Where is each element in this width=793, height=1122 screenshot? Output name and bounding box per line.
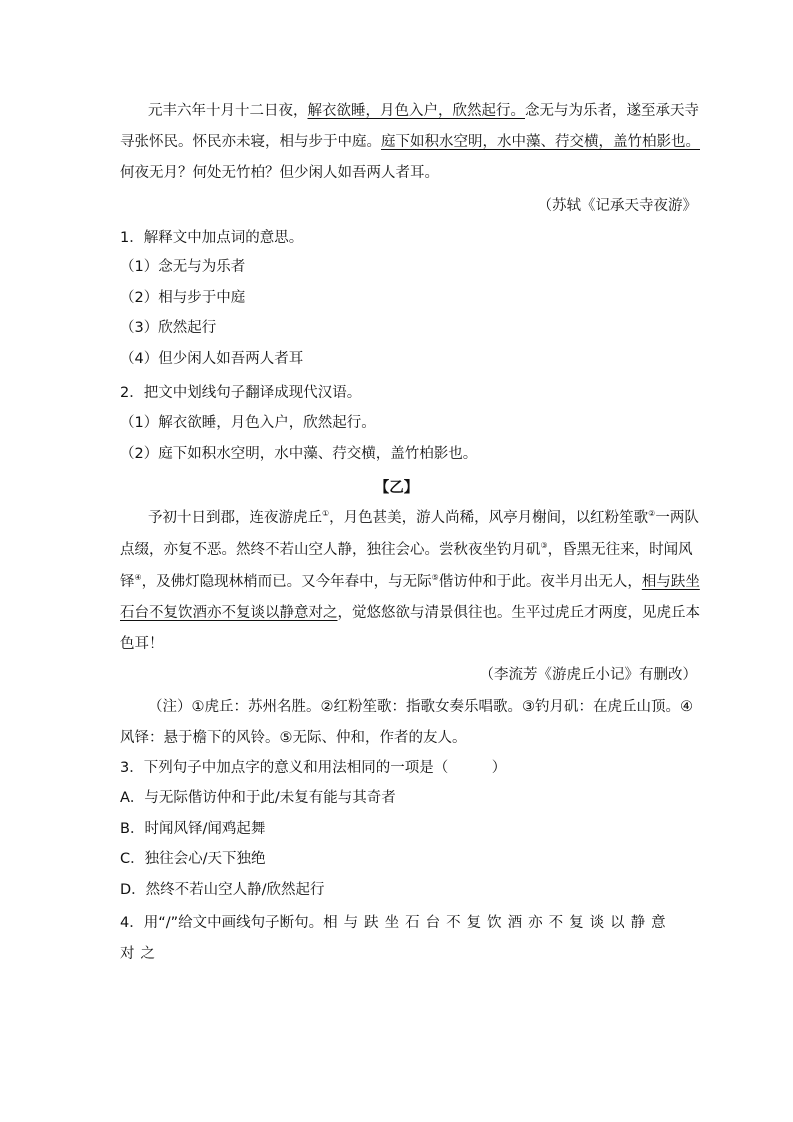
footnote-marker: ② (648, 509, 656, 518)
passage1-text: 寻张怀民。怀民亦未寝，相与步于中庭。 (120, 134, 381, 150)
question-4-prompt: 4．用“/”给文中画线句子断句。 (120, 915, 324, 931)
question-2-item-1: （1）解衣欲睡，月色入户，欣然起行。 (120, 415, 376, 431)
passage2-line-2 (120, 540, 693, 560)
question-1-item-2: （2）相与步于中庭 (120, 290, 246, 306)
passage2-text: 予初十日到郡，连夜游虎丘 (148, 510, 322, 526)
underlined-sentence-1: 解衣欲睡，月色入户，欣然起行。 (307, 103, 525, 119)
question-2: 2．把文中划线句子翻译成现代汉语。 (120, 385, 362, 401)
question-1-item-3: （3）欣然起行 (120, 320, 217, 336)
question-1: 1．解释文中加点词的意思。 (120, 230, 304, 246)
question-2-item-2: （2）庭下如积水空明，水中藻、荇交横，盖竹柏影也。 (120, 446, 478, 462)
question-3-option-b: B．时闻风铎/闻鸡起舞 (120, 821, 266, 837)
footnote-marker: ① (322, 509, 330, 518)
question-3: 3．下列句子中加点字的意义和用法相同的一项是（ ） (120, 760, 507, 776)
footnotes-line-1: （注）①虎丘：苏州名胜。②红粉笙歌：指歌女奏乐唱歌。③钓月矶：在虎丘山顶。④ (148, 699, 693, 715)
passage2-text: 铎 (120, 574, 135, 590)
passage2-line-4 (120, 603, 700, 623)
underlined-sentence-2: 庭下如积水空明，水中藻、荇交横，盖竹柏影也。 (381, 134, 700, 150)
passage1-line-3: 何夜无月？何处无竹柏？但少闲人如吾两人者耳。 (120, 165, 439, 181)
passage1-line-2 (120, 132, 700, 152)
question-3-option-c: C．独往会心/天下独绝 (120, 851, 266, 867)
footnote-marker: ④ (134, 573, 142, 582)
footnote-marker: ③ (540, 541, 548, 550)
passage2-source: （李流芳《游虎丘小记》有删改） (479, 667, 697, 683)
question-4-sentence: 相与趺坐石台不复饮酒亦不复谈以静意 (323, 915, 672, 931)
passage1-text: 念无与为乐者，遂至承天寺 (525, 103, 699, 119)
passage1-text: 元丰六年十月十二日夜， (148, 103, 308, 119)
passage2-text: 一两队 (655, 510, 699, 526)
question-3-option-d: D．然终不若山空人静/欣然起行 (120, 882, 325, 898)
footnotes-line-2: 风铎：悬于檐下的风铃。⑤无际、仲和，作者的友人。 (120, 730, 467, 746)
passage2-text: ，月色甚美，游人尚稀，风亭月榭间，以红粉笙歌 (329, 510, 649, 526)
question-3-option-a: A．与无际偕访仲和于此/未复有能与其奇者 (120, 790, 396, 806)
passage2-line-5: 色耳！ (120, 636, 164, 652)
footnote-marker: ⑤ (431, 573, 439, 582)
passage2-text: ，及佛灯隐现林梢而已。又今年春中，与无际 (141, 574, 432, 590)
question-4 (120, 913, 672, 933)
passage2-line-1 (148, 508, 699, 528)
section-b-title: 【乙】 (374, 480, 419, 496)
passage2-text: 偕访仲和于此。夜半月出无人， (438, 574, 642, 590)
passage2-text: 点缀，亦复不恶。然终不若山空人静，独往会心。尝秋夜坐钓月矶 (120, 542, 541, 558)
passage1-line-1 (148, 101, 699, 121)
passage2-text: ，昏黑无往来，时闻风 (547, 542, 693, 558)
question-1-item-1: （1）念无与为乐者 (120, 259, 246, 275)
underlined-sentence-3: 相与趺坐 (641, 574, 700, 590)
passage1-source: （苏轼《记承天寺夜游》 (537, 198, 697, 214)
underlined-sentence-3-cont: 石台不复饮酒亦不复谈以静意对之 (120, 605, 338, 621)
question-1-item-4: （4）但少闲人如吾两人者耳 (120, 351, 304, 367)
passage2-text: ，觉悠悠欲与清景俱往也。生平过虎丘才两度，见虎丘本 (337, 605, 700, 621)
question-4-sentence-cont: 对之 (120, 946, 161, 962)
passage2-line-3 (120, 572, 700, 592)
